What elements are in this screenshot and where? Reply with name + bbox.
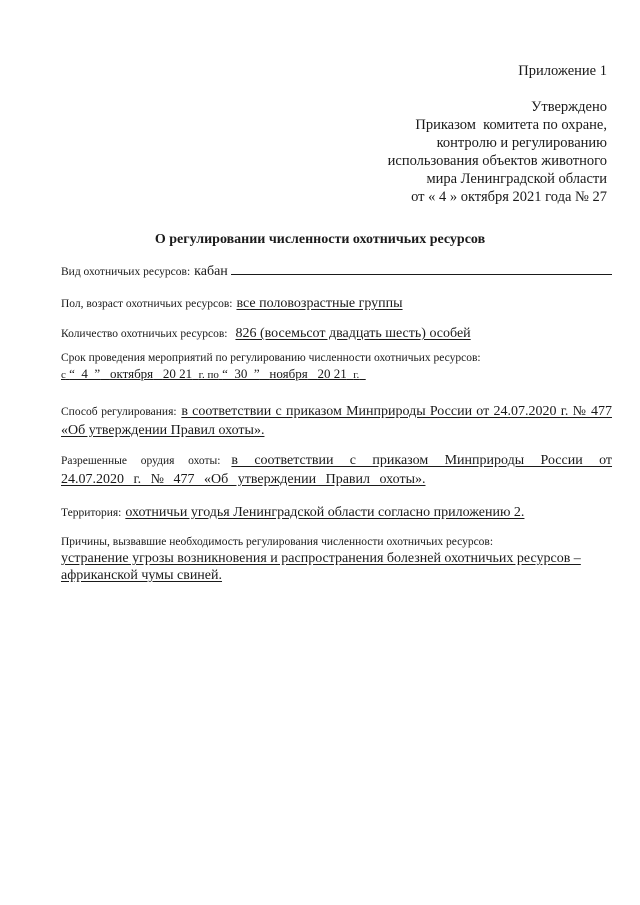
order-line-4: мира Ленинградской области (426, 171, 607, 187)
term-dates (61, 366, 612, 382)
method-value: в соответствии с приказом Минприроды России от 24.07.2020 г. № 477 «Об утверждении Правил охоты». (61, 404, 612, 438)
approval-block (388, 62, 607, 206)
order-line-1: Приказом комитета по охране, (415, 117, 607, 133)
term-to-year: 20 21 (317, 366, 347, 381)
term-from-day: “ 4 ” (69, 366, 101, 381)
sex-age-field (61, 294, 612, 312)
document-title: О регулировании численности охотничьих ресурсов (154, 232, 486, 247)
term-from-month: октября (109, 366, 154, 381)
species-field (61, 262, 612, 280)
term-to-suffix: г. (353, 369, 360, 381)
reasons-value: устранение угрозы возникновения и распространения болезней охотничьих ресурсов – африканской чумы свиней. (61, 551, 581, 583)
tools-value: в соответствии с приказом Минприроды России от 24.07.2020 г. № 477 «Об утверждении Правил охоты». (61, 453, 613, 487)
term-to-day: “ 30 ” (222, 366, 260, 381)
approved-label: Утверждено (531, 99, 607, 115)
quantity-field (61, 324, 612, 342)
territory-field (61, 503, 612, 521)
term-field (61, 352, 612, 382)
term-from-year: 20 21 (162, 366, 193, 381)
reasons-field (61, 536, 612, 584)
term-to-month: ноября (269, 366, 308, 381)
method-field (61, 402, 612, 439)
sex-age-label: Пол, возраст охотничьих ресурсов: (61, 298, 233, 310)
species-value: кабан (194, 264, 228, 279)
term-from-prefix: с (61, 369, 66, 381)
sex-age-value: все половозрастные группы (236, 296, 403, 311)
term-from-suffix: г. по (198, 369, 219, 381)
term-label: Срок проведения мероприятий по регулированию численности охотничьих ресурсов: (61, 352, 481, 364)
order-line-3: использования объектов животного (387, 153, 607, 169)
reasons-label: Причины, вызвавшие необходимость регулирования численности охотничьих ресурсов: (61, 536, 494, 548)
quantity-label: Количество охотничьих ресурсов: (61, 328, 228, 340)
territory-value: охотничьи угодья Ленинградской области согласно приложению 2. (125, 505, 525, 520)
order-date-line: от « 4 » октября 2021 года № 27 (411, 189, 607, 205)
order-line-2: контролю и регулированию (436, 135, 607, 151)
tools-field (61, 451, 612, 488)
annex-number: Приложение 1 (518, 63, 607, 79)
species-underline (231, 262, 612, 275)
species-label: Вид охотничьих ресурсов: (61, 266, 191, 278)
quantity-value: 826 (восемьсот двадцать шесть) особей (235, 326, 471, 341)
tools-label: Разрешенные орудия охоты: (61, 455, 221, 467)
territory-label: Территория: (61, 507, 122, 519)
method-label: Способ регулирования: (61, 406, 177, 418)
